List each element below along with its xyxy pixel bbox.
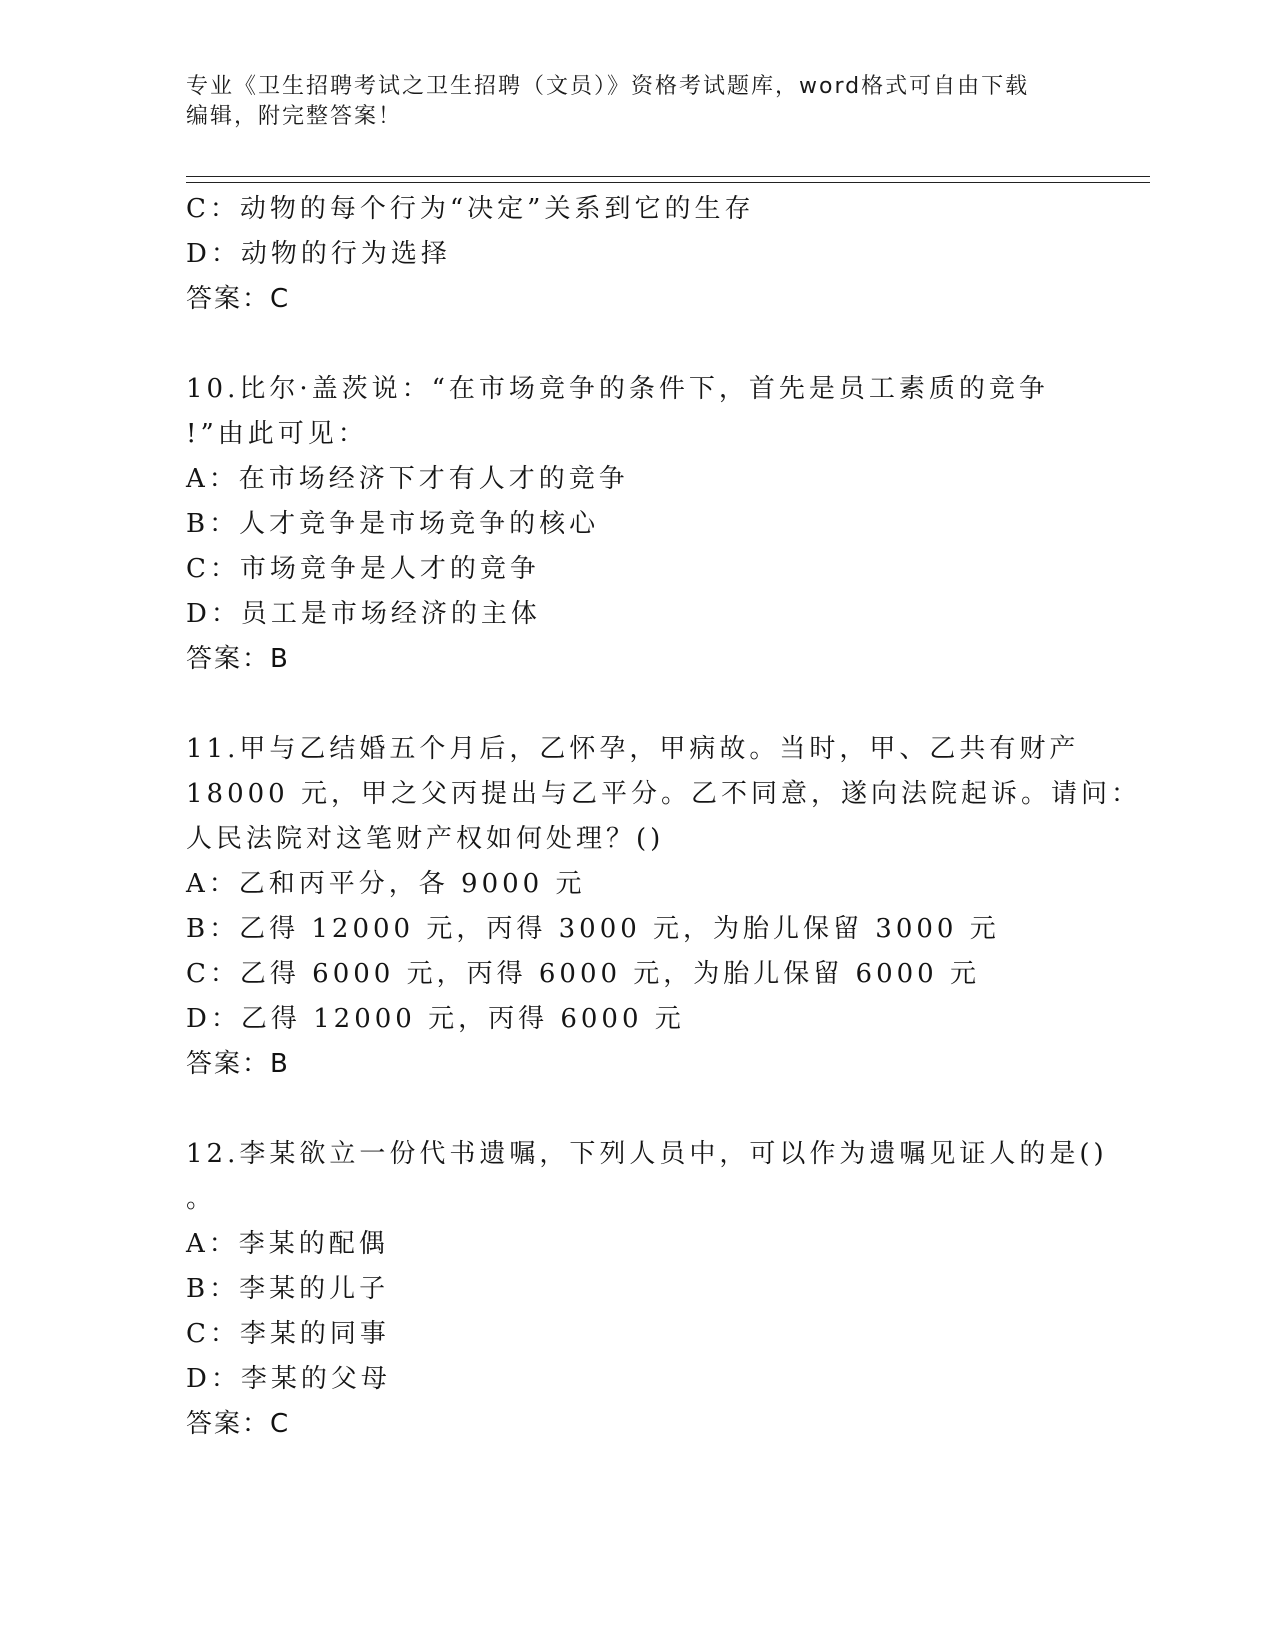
q10-stem-line-1: 10.比尔·盖茨说：“在市场竞争的条件下，首先是员工素质的竞争 (186, 374, 1049, 404)
q11-option-a: A：乙和丙平分，各 9000 元 (186, 869, 586, 899)
q9-option-d: D：动物的行为选择 (186, 239, 451, 269)
q12-stem-line-2: 。 (186, 1184, 217, 1214)
header-line-1: 专业《卫生招聘考试之卫生招聘（文员）》资格考试题库，word格式可自由下载 (186, 74, 1030, 99)
q10-option-d: D：员工是市场经济的主体 (186, 599, 541, 629)
q12-option-b: B：李某的儿子 (186, 1274, 390, 1304)
q11-option-d: D：乙得 12000 元，丙得 6000 元 (186, 1004, 685, 1034)
q11-stem-line-1: 11.甲与乙结婚五个月后，乙怀孕，甲病故。当时，甲、乙共有财产 (186, 734, 1080, 764)
q10-option-b: B：人才竞争是市场竞争的核心 (186, 509, 600, 539)
header-divider-bottom (186, 182, 1150, 183)
q10-option-a: A：在市场经济下才有人才的竞争 (186, 464, 629, 494)
q12-option-c: C：李某的同事 (186, 1319, 390, 1349)
q11-stem-line-3: 人民法院对这笔财产权如何处理？() (186, 824, 665, 854)
q11-option-c: C：乙得 6000 元，丙得 6000 元，为胎儿保留 6000 元 (186, 959, 980, 989)
q12-option-a: A：李某的配偶 (186, 1229, 389, 1259)
header-divider-top (186, 176, 1150, 177)
q12-answer: 答案：C (186, 1409, 291, 1439)
q9-option-c: C：动物的每个行为“决定”关系到它的生存 (186, 194, 755, 224)
q11-stem-line-2: 18000 元，甲之父丙提出与乙平分。乙不同意，遂向法院起诉。请问： (186, 779, 1141, 809)
header-line-2: 编辑，附完整答案！ (186, 104, 403, 129)
q12-option-d: D：李某的父母 (186, 1364, 391, 1394)
q10-answer: 答案：B (186, 644, 290, 674)
q10-stem-line-2: !”由此可见： (186, 419, 368, 449)
q11-answer: 答案：B (186, 1049, 290, 1079)
q10-option-c: C：市场竞争是人才的竞争 (186, 554, 540, 584)
document-header (186, 72, 1066, 132)
q9-answer: 答案：C (186, 284, 291, 314)
q11-option-b: B：乙得 12000 元，丙得 3000 元，为胎儿保留 3000 元 (186, 914, 1000, 944)
q12-stem-line-1: 12.李某欲立一份代书遗嘱，下列人员中，可以作为遗嘱见证人的是() (186, 1139, 1108, 1169)
